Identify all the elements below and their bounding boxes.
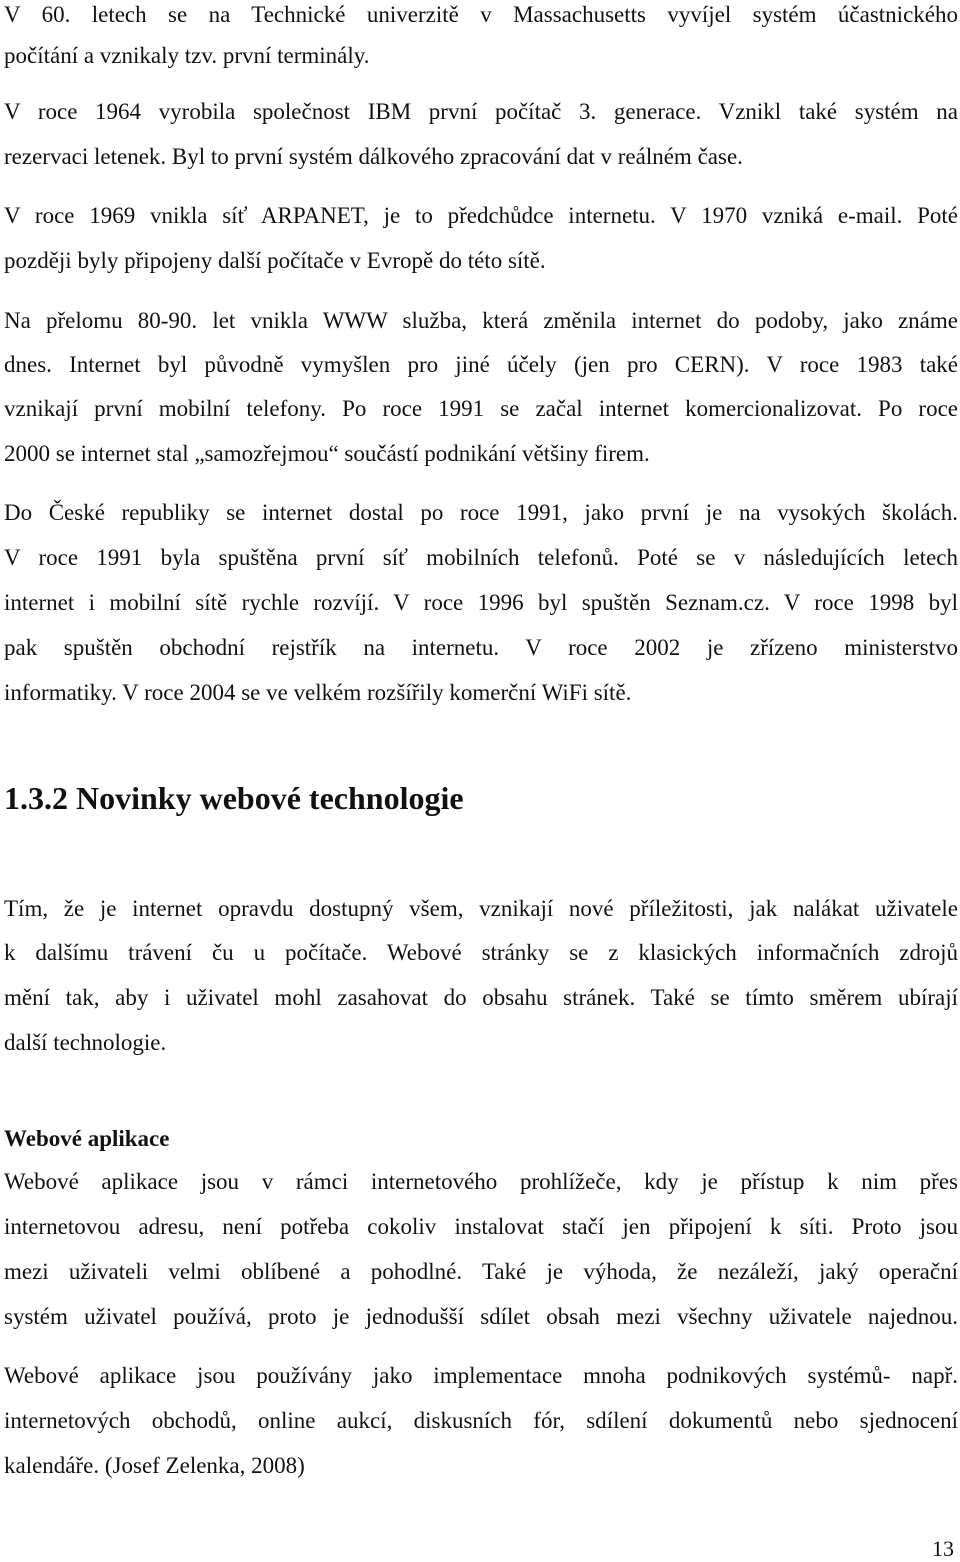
text-line: Webové aplikace jsou v rámci internetového prohlížeče, kdy je přístup k nim přes (4, 1169, 958, 1194)
text-line: dnes. Internet byl původně vymyšlen pro jiné účely (jen pro CERN). V roce 1983 také (4, 352, 958, 377)
text-line: 2000 se internet stal „samozřejmou“ součástí podnikání většiny firem. (4, 441, 650, 466)
text-line: kalendáře. (Josef Zelenka, 2008) (4, 1453, 305, 1478)
text-line: Do České republiky se internet dostal po roce 1991, jako první je na vysokých školách. (4, 500, 958, 525)
text-line: Tím, že je internet opravdu dostupný všem, vznikají nové příležitosti, jak nalákat uživatele (4, 896, 958, 921)
text-line: internet i mobilní sítě rychle rozvíjí. V roce 1996 byl spuštěn Seznam.cz. V roce 1998 byl (4, 590, 958, 615)
text-line: vznikají první mobilní telefony. Po roce 1991 se začal internet komercionalizovat. Po roce (4, 396, 958, 421)
text-line: internetovou adresu, není potřeba cokoliv instalovat stačí jen připojení k síti. Proto jsou (4, 1214, 958, 1239)
section-heading: 1.3.2 Novinky webové technologie (4, 780, 464, 816)
text-line: další technologie. (4, 1030, 167, 1055)
text-line: informatiky. V roce 2004 se ve velkém rozšířily komerční WiFi sítě. (4, 680, 632, 705)
text-line: mezi uživateli velmi oblíbené a pohodlné. Také je výhoda, že nezáleží, jaký operační (4, 1259, 958, 1284)
text-line: Webové aplikace jsou používány jako implementace mnoha podnikových systémů- např. (4, 1363, 958, 1388)
subheading: Webové aplikace (4, 1126, 170, 1151)
text-line: systém uživatel používá, proto je jednodušší sdílet obsah mezi všechny uživatele najednou. (4, 1304, 958, 1329)
text-line: k dalšímu trávení ču u počítače. Webové stránky se z klasických informačních zdrojů (4, 940, 958, 965)
text-line: pak spuštěn obchodní rejstřík na internetu. V roce 2002 je zřízeno ministerstvo (4, 635, 958, 660)
text-line: počítání a vznikaly tzv. první terminály. (4, 43, 370, 68)
text-line: V roce 1991 byla spuštěna první síť mobilních telefonů. Poté se v následujících letech (4, 545, 958, 570)
text-line: V roce 1964 vyrobila společnost IBM první počítač 3. generace. Vznikl také systém na (4, 99, 958, 124)
text-line: internetových obchodů, online aukcí, diskusních fór, sdílení dokumentů nebo sjednocení (4, 1408, 958, 1433)
text-line: později byly připojeny další počítače v Evropě do této sítě. (4, 248, 546, 273)
page-number: 13 (932, 1536, 954, 1561)
text-line: V roce 1969 vnikla síť ARPANET, je to předchůdce internetu. V 1970 vzniká e-mail. Poté (4, 203, 958, 228)
text-line: mění tak, aby i uživatel mohl zasahovat do obsahu stránek. Také se tímto směrem ubírají (4, 985, 958, 1010)
text-line: rezervaci letenek. Byl to první systém dálkového zpracování dat v reálném čase. (4, 144, 743, 169)
text-line: Na přelomu 80-90. let vnikla WWW služba, která změnila internet do podoby, jako známe (4, 308, 958, 333)
text-line: V 60. letech se na Technické univerzitě v Massachusetts vyvíjel systém účastnického (4, 2, 958, 27)
